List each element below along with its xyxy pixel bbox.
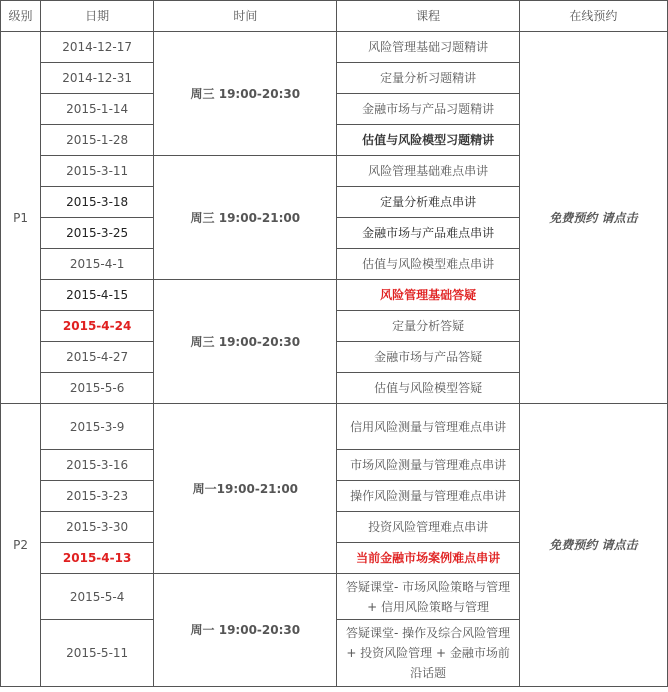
date-cell: 2015-4-27	[41, 342, 154, 373]
date-cell: 2015-3-9	[41, 404, 154, 450]
date-cell: 2015-1-14	[41, 94, 154, 125]
date-cell: 2015-5-4	[41, 574, 154, 620]
header-date: 日期	[41, 1, 154, 32]
header-booking: 在线预约	[519, 1, 667, 32]
course-cell: 风险管理基础答疑	[337, 280, 519, 311]
header-row	[1, 1, 668, 32]
date-cell: 2015-3-18	[41, 187, 154, 218]
date-cell: 2014-12-31	[41, 63, 154, 94]
date-cell: 2015-3-16	[41, 450, 154, 481]
time-cell: 周三 19:00-20:30	[154, 32, 337, 156]
course-cell: 风险管理基础难点串讲	[337, 156, 519, 187]
course-cell: 估值与风险模型答疑	[337, 373, 519, 404]
course-cell: 金融市场与产品习题精讲	[337, 94, 519, 125]
course-cell: 操作风险测量与管理难点串讲	[337, 481, 519, 512]
course-cell: 金融市场与产品难点串讲	[337, 218, 519, 249]
header-level: 级别	[1, 1, 41, 32]
date-cell: 2015-3-23	[41, 481, 154, 512]
booking-link[interactable]: 免费预约 请点击	[519, 404, 667, 687]
course-cell: 信用风险测量与管理难点串讲	[337, 404, 519, 450]
time-cell: 周一 19:00-20:30	[154, 574, 337, 687]
date-cell: 2015-5-6	[41, 373, 154, 404]
table-row	[1, 32, 668, 63]
time-cell: 周一19:00-21:00	[154, 404, 337, 574]
date-cell: 2015-4-24	[41, 311, 154, 342]
date-cell: 2015-4-13	[41, 543, 154, 574]
header-time: 时间	[154, 1, 337, 32]
level-cell: P1	[1, 32, 41, 404]
header-course: 课程	[337, 1, 519, 32]
booking-link[interactable]: 免费预约 请点击	[519, 32, 667, 404]
level-cell: P2	[1, 404, 41, 687]
date-cell: 2014-12-17	[41, 32, 154, 63]
course-cell: 估值与风险模型难点串讲	[337, 249, 519, 280]
date-cell: 2015-3-30	[41, 512, 154, 543]
course-cell: 投资风险管理难点串讲	[337, 512, 519, 543]
table-row	[1, 404, 668, 450]
date-cell: 2015-1-28	[41, 125, 154, 156]
course-cell: 金融市场与产品答疑	[337, 342, 519, 373]
course-cell: 估值与风险模型习题精讲	[337, 125, 519, 156]
course-cell: 定量分析习题精讲	[337, 63, 519, 94]
course-cell: 答疑课堂- 市场风险策略与管理 + 信用风险策略与管理	[337, 574, 519, 620]
date-cell: 2015-5-11	[41, 620, 154, 687]
course-cell: 风险管理基础习题精讲	[337, 32, 519, 63]
time-cell: 周三 19:00-20:30	[154, 280, 337, 404]
date-cell: 2015-3-25	[41, 218, 154, 249]
course-cell: 答疑课堂- 操作及综合风险管理 + 投资风险管理 + 金融市场前沿话题	[337, 620, 519, 687]
course-cell: 当前金融市场案例难点串讲	[337, 543, 519, 574]
date-cell: 2015-4-15	[41, 280, 154, 311]
date-cell: 2015-3-11	[41, 156, 154, 187]
course-cell: 定量分析难点串讲	[337, 187, 519, 218]
course-cell: 定量分析答疑	[337, 311, 519, 342]
time-cell: 周三 19:00-21:00	[154, 156, 337, 280]
date-cell: 2015-4-1	[41, 249, 154, 280]
course-cell: 市场风险测量与管理难点串讲	[337, 450, 519, 481]
